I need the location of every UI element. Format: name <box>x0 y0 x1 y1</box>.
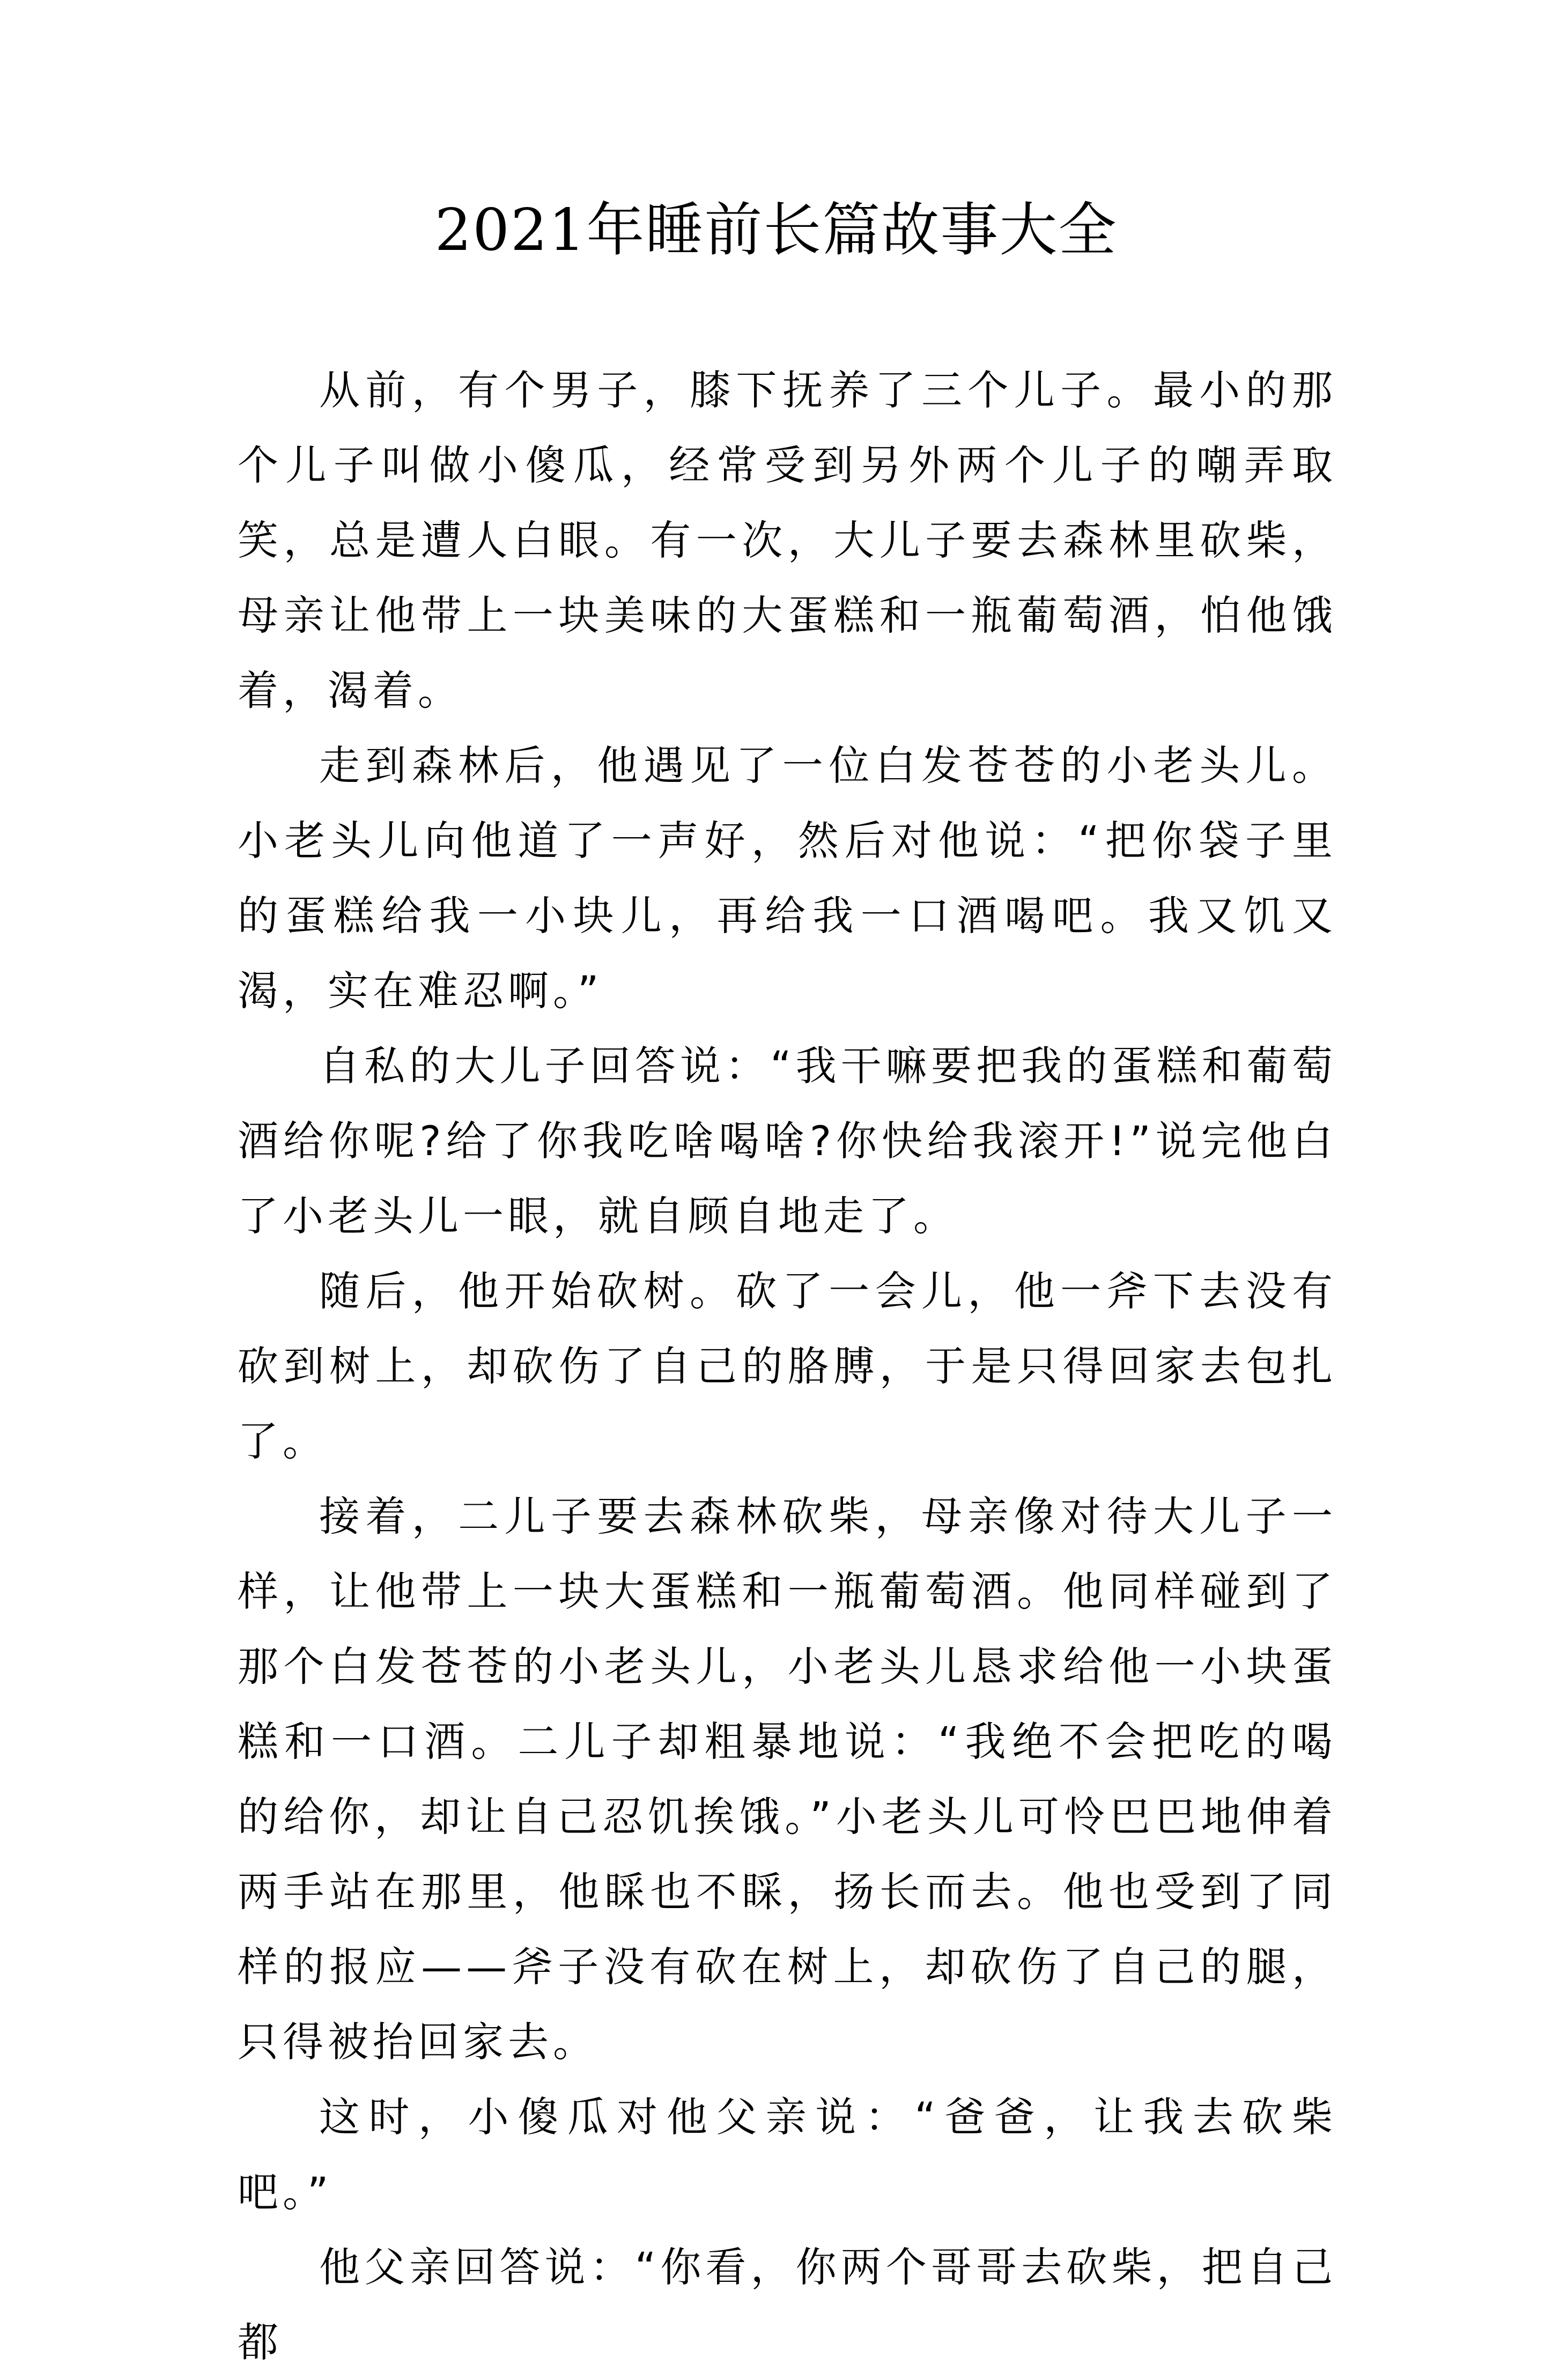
paragraph: 随后，他开始砍树。砍了一会儿，他一斧下去没有砍到树上，却砍伤了自己的胳膊，于是只得回家去包扎了。 <box>238 1267 1337 1465</box>
paragraph: 这时，小傻瓜对他父亲说：“爸爸，让我去砍柴吧。” <box>238 2093 1337 2216</box>
paragraph: 从前，有个男子，膝下抚养了三个儿子。最小的那个儿子叫做小傻瓜，经常受到另外两个儿子的嘲弄取笑，总是遭人白眼。有一次，大儿子要去森林里砍柴，母亲让他带上一块美味的大蛋糕和一瓶葡萄酒，怕他饿着，渴着。 <box>238 366 1337 714</box>
paragraph: 走到森林后，他遇见了一位白发苍苍的小老头儿。小老头儿向他道了一声好，然后对他说：“把你袋子里的蛋糕给我一小块儿，再给我一口酒喝吧。我又饥又渴，实在难忍啊。” <box>238 742 1337 1015</box>
paragraph: 自私的大儿子回答说：“我干嘛要把我的蛋糕和葡萄酒给你呢?给了你我吃啥喝啥?你快给我滚开!”说完他白了小老头儿一眼，就自顾自地走了。 <box>238 1042 1337 1240</box>
paragraph: 他父亲回答说：“你看，你两个哥哥去砍柴，把自己都 <box>238 2243 1337 2366</box>
paragraph: 接着，二儿子要去森林砍柴，母亲像对待大儿子一样，让他带上一块大蛋糕和一瓶葡萄酒。他同样碰到了那个白发苍苍的小老头儿，小老头儿恳求给他一小块蛋糕和一口酒。二儿子却粗暴地说：“我绝不会把吃的喝的给你，却让自己忍饥挨饿。”小老头儿可怜巴巴地伸着两手站在那里，他睬也不睬，扬长而去。他也受到了同样的报应——斧子没有砍在树上，却砍伤了自己的腿，只得被抬回家去。 <box>238 1492 1337 2066</box>
document-title: 2021年睡前长篇故事大全 <box>434 197 1118 264</box>
document-body <box>238 353 1337 2380</box>
